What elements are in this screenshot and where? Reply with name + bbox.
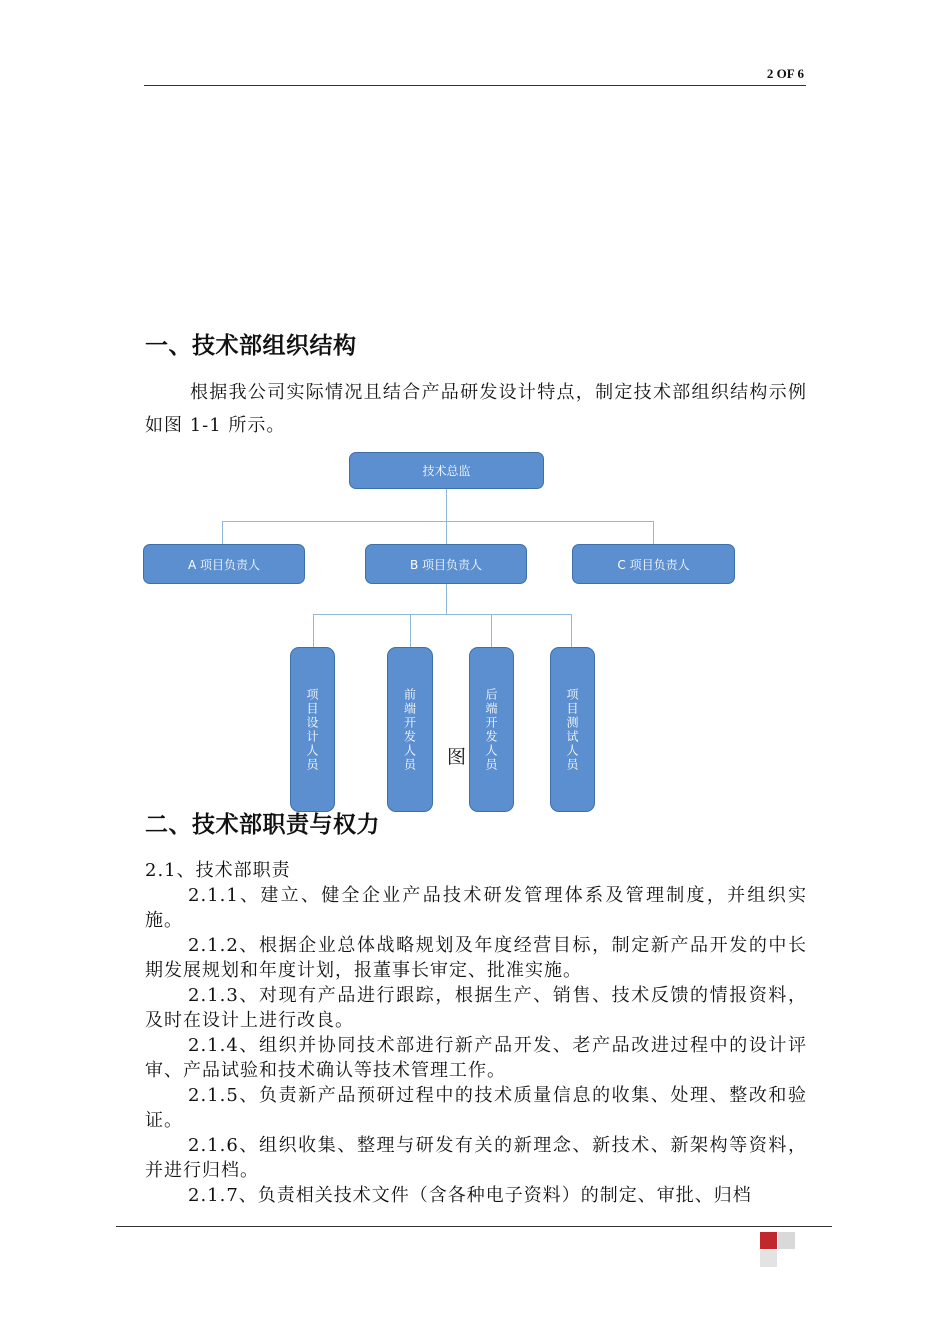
footer-logo bbox=[760, 1232, 796, 1268]
org-node-staff-design: 项目设计人员 bbox=[290, 647, 335, 812]
org-node-staff-frontend: 前端开发人员 bbox=[387, 647, 433, 812]
connector bbox=[313, 614, 571, 615]
logo-square-gray bbox=[760, 1250, 777, 1267]
org-node-manager-a: A 项目负责人 bbox=[143, 544, 305, 584]
org-node-staff-testing: 项目测试人员 bbox=[550, 647, 595, 812]
page-number: 2 OF 6 bbox=[766, 66, 804, 81]
duty-item: 2.1.7、负责相关技术文件（含各种电子资料）的制定、审批、归档 bbox=[188, 1185, 752, 1206]
duty-item: 2.1.1、建立、健全企业产品技术研发管理体系及管理制度，并组织实施。 bbox=[145, 885, 807, 931]
duty-item: 2.1.2、根据企业总体战略规划及年度经营目标，制定新产品开发的中长期发展规划和年度计划，报董事长审定、批准实施。 bbox=[145, 935, 807, 981]
connector bbox=[571, 614, 572, 648]
duty-item: 2.1.4、组织并协同技术部进行新产品开发、老产品改进过程中的设计评审、产品试验和技术确认等技术管理工作。 bbox=[145, 1035, 807, 1081]
org-node-manager-b: B 项目负责人 bbox=[365, 544, 527, 584]
connector bbox=[446, 583, 447, 614]
section-heading-org-structure: 一、技术部组织结构 bbox=[145, 333, 357, 359]
connector bbox=[653, 521, 654, 544]
duties-subtitle: 2.1、技术部职责 bbox=[145, 860, 291, 881]
connector bbox=[410, 614, 411, 648]
connector bbox=[222, 521, 654, 522]
org-node-staff-backend: 后端开发人员 bbox=[469, 647, 514, 812]
connector bbox=[313, 614, 314, 648]
connector bbox=[491, 614, 492, 648]
section-heading-duties: 二、技术部职责与权力 bbox=[145, 812, 380, 838]
duty-item: 2.1.6、组织收集、整理与研发有关的新理念、新技术、新架构等资料，并进行归档。 bbox=[145, 1135, 807, 1181]
org-node-root: 技术总监 bbox=[349, 452, 544, 489]
duty-item: 2.1.5、负责新产品预研过程中的技术质量信息的收集、处理、整改和验证。 bbox=[145, 1085, 807, 1131]
connector bbox=[222, 521, 223, 544]
connector bbox=[446, 488, 447, 521]
figure-caption: 图 bbox=[447, 746, 467, 768]
duty-item: 2.1.3、对现有产品进行跟踪，根据生产、销售、技术反馈的情报资料，及时在设计上进行改良。 bbox=[145, 985, 807, 1031]
logo-square-gray bbox=[778, 1232, 795, 1249]
intro-paragraph: 根据我公司实际情况且结合产品研发设计特点，制定技术部组织结构示例如图 1-1 所示。 bbox=[145, 382, 807, 436]
logo-square-red bbox=[760, 1232, 777, 1249]
connector bbox=[446, 521, 447, 544]
header-divider bbox=[144, 85, 806, 86]
duties-list bbox=[145, 858, 807, 1208]
footer-divider bbox=[116, 1226, 832, 1227]
org-node-manager-c: C 项目负责人 bbox=[572, 544, 735, 584]
